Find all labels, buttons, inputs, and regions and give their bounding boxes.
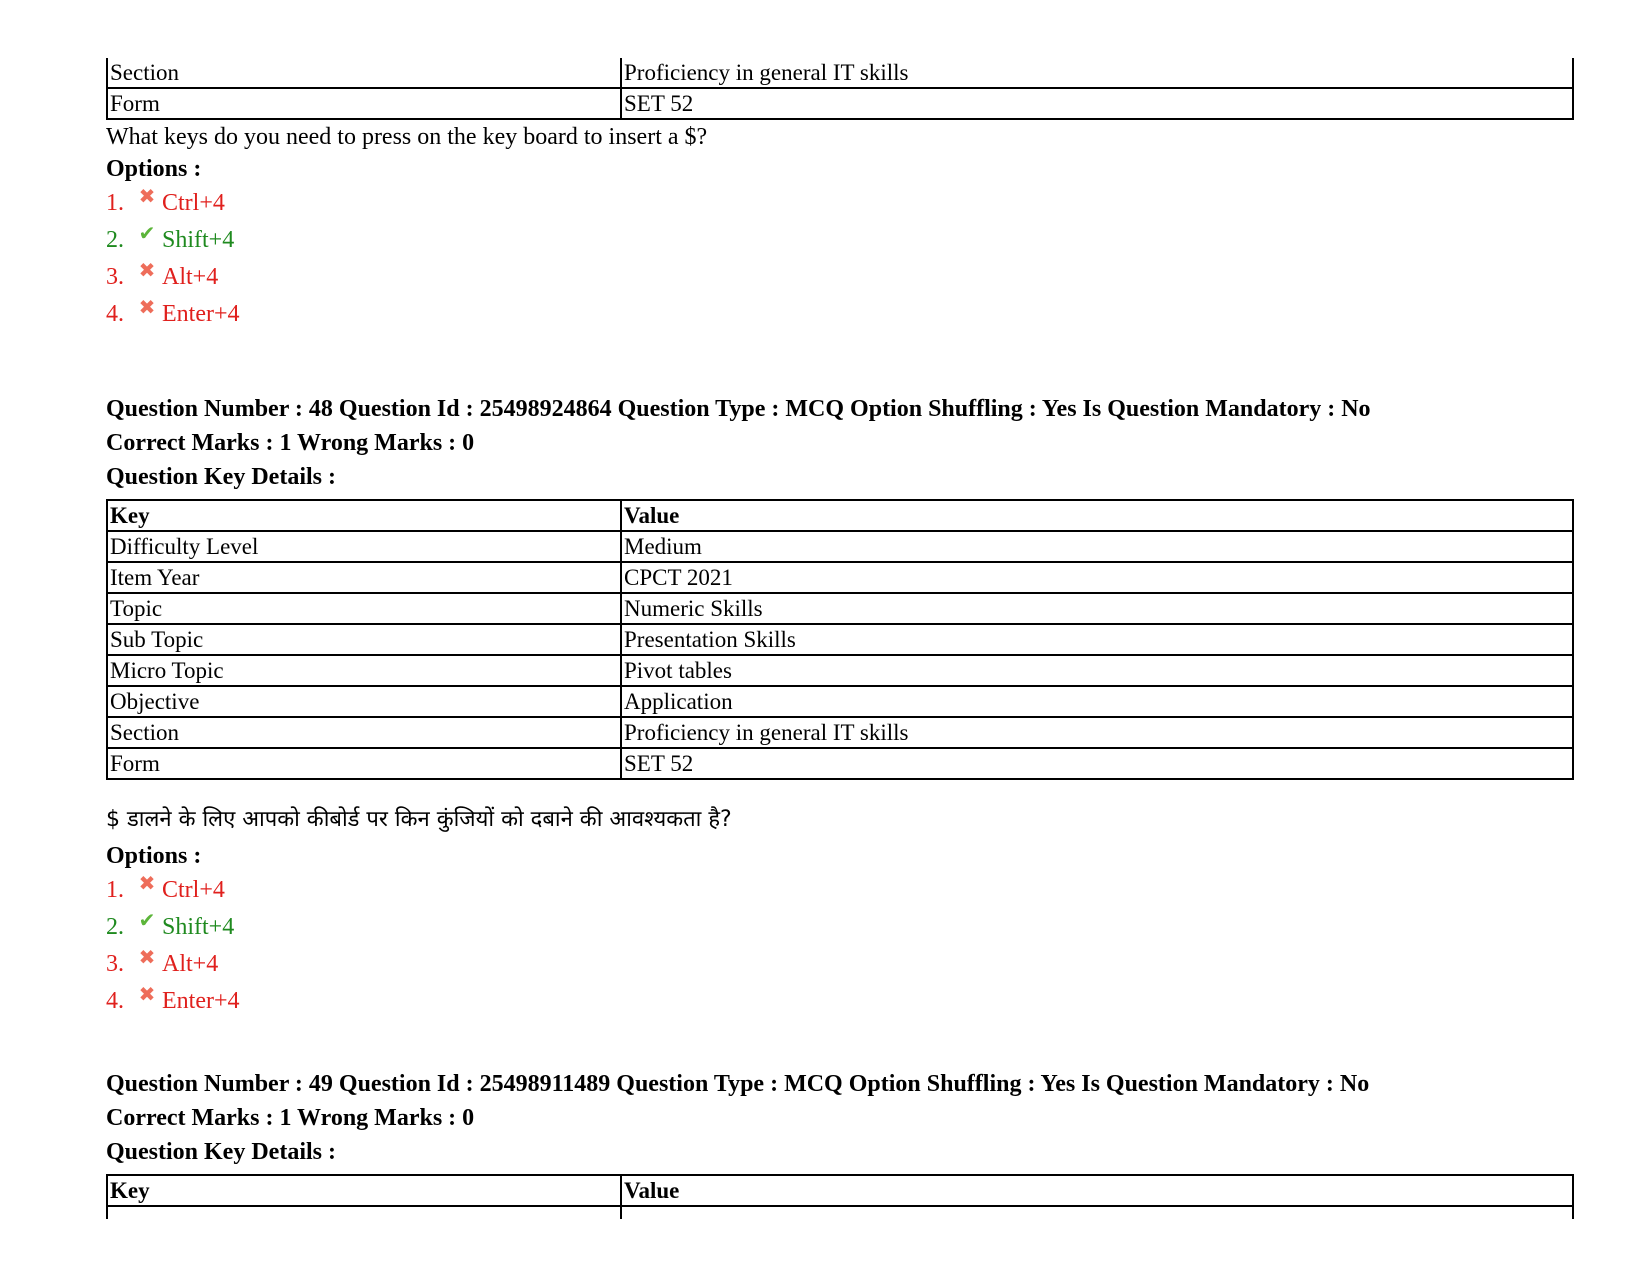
cross-icon: ✖	[138, 297, 156, 319]
table-header-row	[107, 500, 1573, 531]
option-text: Shift+4	[162, 914, 235, 940]
option-number: 1.	[106, 877, 124, 903]
cross-icon: ✖	[138, 186, 156, 208]
option-number: 4.	[106, 301, 124, 327]
table-value-cell: CPCT 2021	[621, 562, 1573, 593]
table-value-cell: SET 52	[621, 88, 1573, 119]
q49-meta-line: Question Number : 49 Question Id : 25498911489 Question Type : MCQ Option Shuffling : Yes Is Question Mandatory : No	[106, 1071, 1370, 1097]
q48-marks-line: Correct Marks : 1 Wrong Marks : 0	[106, 430, 475, 456]
table-row	[107, 562, 1573, 593]
option-number: 3.	[106, 264, 124, 290]
q48-options-list	[106, 872, 240, 1020]
table-row	[107, 624, 1573, 655]
table-header-key: Key	[107, 500, 621, 531]
cross-icon: ✖	[138, 260, 156, 282]
option-text: Shift+4	[162, 227, 235, 253]
table-header-value: Value	[621, 500, 1573, 531]
q47-question-text: What keys do you need to press on the key board to insert a $?	[106, 124, 708, 150]
option-item	[106, 872, 240, 909]
table-key-cell: Difficulty Level	[107, 531, 621, 562]
option-item	[106, 185, 240, 222]
table-row	[107, 717, 1573, 748]
table-value-cell: SET 52	[621, 748, 1573, 779]
q47-options-list	[106, 185, 240, 333]
table-row	[107, 531, 1573, 562]
table-key-cell: Micro Topic	[107, 655, 621, 686]
cross-icon: ✖	[138, 873, 156, 895]
table-header-value: Value	[621, 1175, 1573, 1206]
table-row	[107, 88, 1573, 119]
option-item	[106, 296, 240, 333]
table-header-row	[107, 1175, 1573, 1206]
cross-icon: ✖	[138, 984, 156, 1006]
q49-key-details-table	[106, 1174, 1574, 1219]
table-row	[107, 748, 1573, 779]
table-key-cell	[107, 1206, 621, 1219]
table-value-cell	[621, 1206, 1573, 1219]
check-icon: ✔	[138, 223, 156, 245]
option-number: 4.	[106, 988, 124, 1014]
option-item	[106, 983, 240, 1020]
table-value-cell: Numeric Skills	[621, 593, 1573, 624]
q48-key-details-table	[106, 499, 1574, 780]
table-value-cell: Application	[621, 686, 1573, 717]
q47-options-label: Options :	[106, 156, 202, 182]
table-value-cell: Proficiency in general IT skills	[621, 717, 1573, 748]
option-number: 2.	[106, 914, 124, 940]
table-key-cell: Sub Topic	[107, 624, 621, 655]
table-row	[107, 593, 1573, 624]
q47-key-details-table-tail	[106, 58, 1574, 120]
q48-options-label: Options :	[106, 843, 202, 869]
table-value-cell: Presentation Skills	[621, 624, 1573, 655]
q48-question-text-hindi: $ डालने के लिए आपको कीबोर्ड पर किन कुंजियों को दबाने की आवश्यकता है?	[106, 807, 732, 832]
table-key-cell: Form	[107, 748, 621, 779]
option-text: Ctrl+4	[162, 190, 225, 216]
option-item	[106, 946, 240, 983]
option-text: Alt+4	[162, 951, 219, 977]
table-header-key: Key	[107, 1175, 621, 1206]
table-row	[107, 686, 1573, 717]
table-value-cell: Medium	[621, 531, 1573, 562]
check-icon: ✔	[138, 910, 156, 932]
table-key-cell: Section	[107, 717, 621, 748]
cross-icon: ✖	[138, 947, 156, 969]
table-value-cell: Pivot tables	[621, 655, 1573, 686]
q49-key-details-label: Question Key Details :	[106, 1139, 336, 1165]
table-key-cell: Section	[107, 58, 621, 88]
table-row	[107, 58, 1573, 88]
option-number: 2.	[106, 227, 124, 253]
q48-meta-line: Question Number : 48 Question Id : 25498924864 Question Type : MCQ Option Shuffling : Yes Is Question Mandatory : No	[106, 396, 1371, 422]
table-key-cell: Objective	[107, 686, 621, 717]
option-number: 3.	[106, 951, 124, 977]
table-key-cell: Form	[107, 88, 621, 119]
option-text: Alt+4	[162, 264, 219, 290]
table-value-cell: Proficiency in general IT skills	[621, 58, 1573, 88]
option-text: Ctrl+4	[162, 877, 225, 903]
table-row	[107, 655, 1573, 686]
option-item	[106, 909, 240, 946]
table-row	[107, 1206, 1573, 1219]
option-text: Enter+4	[162, 988, 240, 1014]
option-number: 1.	[106, 190, 124, 216]
table-key-cell: Item Year	[107, 562, 621, 593]
q48-key-details-label: Question Key Details :	[106, 464, 336, 490]
option-item	[106, 259, 240, 296]
table-key-cell: Topic	[107, 593, 621, 624]
q49-marks-line: Correct Marks : 1 Wrong Marks : 0	[106, 1105, 475, 1131]
option-item	[106, 222, 240, 259]
option-text: Enter+4	[162, 301, 240, 327]
